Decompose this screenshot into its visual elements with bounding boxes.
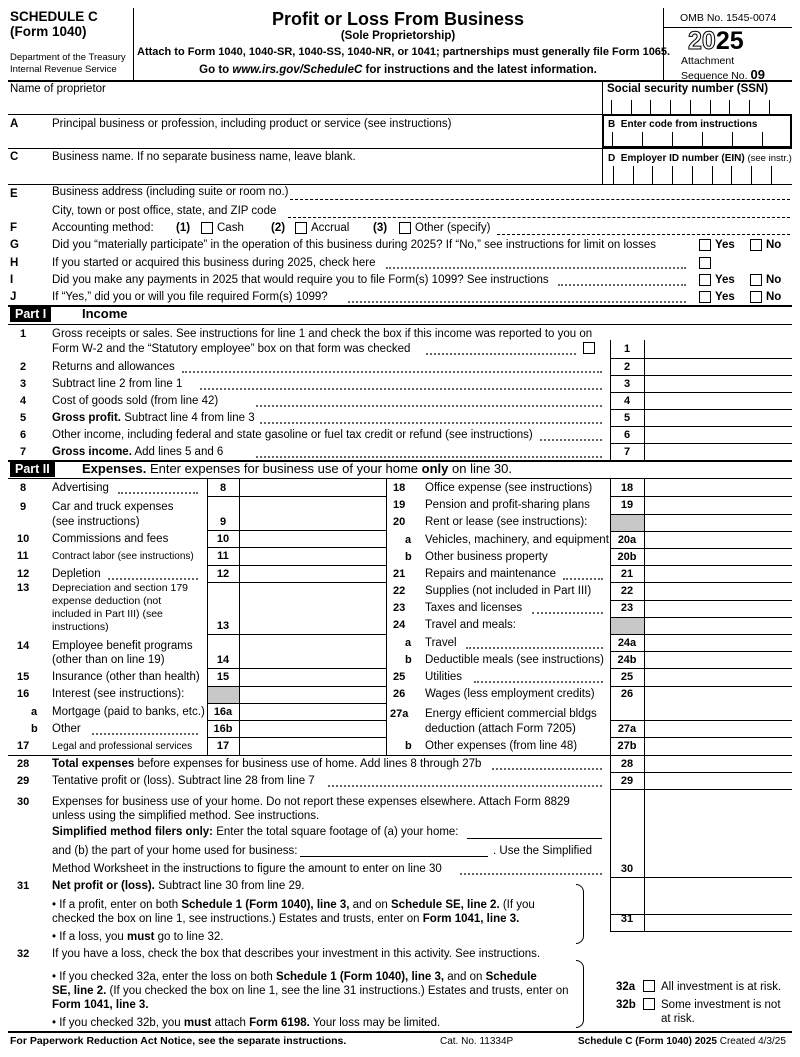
business-code-digit[interactable]: [732, 132, 762, 148]
ein-digit-box[interactable]: [613, 166, 633, 184]
line-17-label: Legal and professional services: [52, 741, 193, 752]
tax-year: 2025: [688, 27, 744, 55]
irs-link[interactable]: www.irs.gov/ScheduleC: [232, 64, 363, 76]
form-footer-id: Schedule C (Form 1040) 2025 Created 4/3/25: [578, 1036, 786, 1047]
material-participation-label: Did you “materially participate” in the operation of this business during 2025? If “No,” see instructions for limit on losses: [52, 239, 657, 251]
business-code-digit[interactable]: [762, 132, 792, 148]
line-20-label: Rent or lease (see instructions):: [425, 516, 588, 528]
ssn-digit-box[interactable]: [631, 100, 651, 114]
form-title: Profit or Loss From Business: [271, 9, 525, 29]
line-12-label: Depletion: [52, 568, 101, 580]
business-sqft-field[interactable]: [300, 856, 488, 857]
line-32-label: If you have a loss, check the box that describes your investment in this activity. See instructions.: [52, 948, 541, 960]
j-no-checkbox[interactable]: [750, 291, 762, 303]
omb-number: OMB No. 1545-0074: [680, 12, 777, 24]
agency: Internal Revenue Service: [10, 64, 117, 75]
accounting-method-label: Accounting method:: [52, 222, 154, 234]
part1-label: Part I: [10, 306, 51, 322]
department: Department of the Treasury: [10, 52, 126, 63]
paperwork-notice: For Paperwork Reduction Act Notice, see the separate instructions.: [10, 1035, 347, 1047]
sequence-label: Sequence No. 09: [681, 67, 765, 82]
business-code-label: B Enter code from instructions: [608, 119, 758, 130]
goto-instruction: Go to www.irs.gov/ScheduleC for instructions and the latest information.: [199, 64, 597, 76]
line-3-label: Subtract line 2 from line 1: [52, 378, 183, 390]
line-18-label: Office expense (see instructions): [425, 482, 593, 494]
ein-digit-box[interactable]: [652, 166, 672, 184]
line-16b-label: Other: [52, 723, 81, 735]
accrual-checkbox[interactable]: [295, 222, 307, 234]
business-code-digit[interactable]: [672, 132, 702, 148]
attachment-label: Attachment: [681, 55, 735, 67]
part2-title: Expenses. Enter expenses for business use of your home only on line 30.: [82, 461, 512, 476]
business-code-digit[interactable]: [702, 132, 732, 148]
line-21-label: Repairs and maintenance: [425, 568, 557, 580]
ssn-digit-box[interactable]: [749, 100, 769, 114]
line-27b-label: Other expenses (from line 48): [425, 740, 578, 752]
line-28-label: Total expenses before expenses for business use of home. Add lines 8 through 27b: [52, 758, 482, 770]
i-yes-checkbox[interactable]: [699, 274, 711, 286]
business-name-label: Business name. If no separate business name, leave blank.: [52, 151, 356, 163]
part2-label: Part II: [10, 461, 55, 477]
line-6-label: Other income, including federal and state gasoline or fuel tax credit or refund (see instructions): [52, 429, 533, 441]
line-15-label: Insurance (other than health): [52, 671, 200, 683]
line-27a-label: Energy efficient commercial bldgs: [425, 708, 597, 720]
ein-digit-box[interactable]: [633, 166, 653, 184]
line-5-label: Gross profit. Subtract line 4 from line 3: [52, 412, 255, 424]
line-24-label: Travel and meals:: [425, 619, 516, 631]
line-10-label: Commissions and fees: [52, 533, 169, 545]
ein-digit-box[interactable]: [771, 166, 791, 184]
line-32b-note: • If you checked 32b, you must attach Form 6198. Your loss may be limited.: [52, 1017, 441, 1029]
ein-digit-box[interactable]: [692, 166, 712, 184]
ssn-digit-box[interactable]: [690, 100, 710, 114]
ssn-digit-box[interactable]: [769, 100, 789, 114]
ein-digit-box[interactable]: [731, 166, 751, 184]
line-31-loss-note: • If a loss, you must go to line 32.: [52, 931, 224, 943]
ein-digit-box[interactable]: [672, 166, 692, 184]
line-31-label: Net profit or (loss). Subtract line 30 from line 29.: [52, 880, 305, 892]
proprietor-name-label: Name of proprietor: [10, 83, 106, 95]
business-code-digit[interactable]: [612, 132, 642, 148]
ein-digit-box[interactable]: [712, 166, 732, 184]
ein-label: D Employer ID number (EIN) (see instr.): [608, 153, 792, 164]
line-11-label: Contract labor (see instructions): [52, 551, 194, 562]
line-26-label: Wages (less employment credits): [425, 688, 595, 700]
some-not-at-risk-checkbox[interactable]: [643, 998, 655, 1010]
statutory-employee-checkbox[interactable]: [583, 342, 595, 354]
line-16a-label: Mortgage (paid to banks, etc.): [52, 706, 205, 718]
line-4-label: Cost of goods sold (from line 42): [52, 395, 219, 407]
all-at-risk-checkbox[interactable]: [643, 980, 655, 992]
line-23-label: Taxes and licenses: [425, 602, 523, 614]
line-29-label: Tentative profit or (loss). Subtract line 28 from line 7: [52, 775, 315, 787]
started-acquired-label: If you started or acquired this business during 2025, check here: [52, 257, 376, 269]
line-8-label: Advertising: [52, 482, 109, 494]
some-not-at-risk-label: Some investment is not: [661, 999, 781, 1011]
ssn-digit-box[interactable]: [729, 100, 749, 114]
line-1-label: Gross receipts or sales. See instructions for line 1 and check the box if this income was reported to you on: [52, 328, 593, 340]
other-method-checkbox[interactable]: [399, 222, 411, 234]
line-24b-label: Deductible meals (see instructions): [425, 654, 604, 666]
ssn-label: Social security number (SSN): [607, 83, 769, 95]
ssn-digit-box[interactable]: [650, 100, 670, 114]
line-25-label: Utilities: [425, 671, 463, 683]
line-13-label: Depreciation and section 179: [52, 582, 189, 594]
g-no-checkbox[interactable]: [750, 239, 762, 251]
line-32a-note: • If you checked 32a, enter the loss on both Schedule 1 (Form 1040), line 3, and on Schedule: [52, 971, 537, 983]
i-no-checkbox[interactable]: [750, 274, 762, 286]
line-20a-label: Vehicles, machinery, and equipment: [425, 534, 609, 546]
attach-instruction: Attach to Form 1040, 1040-SR, 1040-SS, 1040-NR, or 1041; partnerships must generally file Form 1065.: [137, 46, 671, 58]
schedule-title: SCHEDULE C: [10, 9, 98, 24]
catalog-number: Cat. No. 11334P: [440, 1036, 514, 1047]
line-30-label: Expenses for business use of your home. Do not report these expenses elsewhere. Attach Form 8829: [52, 796, 570, 808]
home-sqft-field[interactable]: [467, 838, 602, 839]
form-number: (Form 1040): [10, 24, 87, 39]
line-24a-label: Travel: [425, 637, 457, 649]
city-state-zip-label: City, town or post office, state, and ZIP code: [52, 205, 277, 217]
h-checkbox[interactable]: [699, 257, 711, 269]
part1-title: Income: [82, 306, 128, 321]
line-31-profit-note: • If a profit, enter on both Schedule 1 (Form 1040), line 3, and on Schedule SE, line 2. (If you: [52, 899, 535, 911]
ssn-digit-box[interactable]: [670, 100, 690, 114]
line-20b-label: Other business property: [425, 551, 548, 563]
filed-1099-label: If “Yes,” did you or will you file required Form(s) 1099?: [52, 291, 328, 303]
cash-checkbox[interactable]: [201, 222, 213, 234]
line-2-label: Returns and allowances: [52, 361, 175, 373]
ssn-digit-box[interactable]: [710, 100, 730, 114]
line-16-label: Interest (see instructions):: [52, 688, 185, 700]
all-at-risk-label: All investment is at risk.: [661, 981, 782, 993]
form-subtitle: (Sole Proprietorship): [340, 30, 456, 42]
line-9-label: Car and truck expenses: [52, 501, 174, 513]
ein-digit-box[interactable]: [751, 166, 771, 184]
business-code-digit[interactable]: [642, 132, 672, 148]
g-yes-checkbox[interactable]: [699, 239, 711, 251]
line-14-label: Employee benefit programs: [52, 640, 193, 652]
principal-business-label: Principal business or profession, including product or service (see instructions): [52, 118, 452, 130]
line-22-label: Supplies (not included in Part III): [425, 585, 592, 597]
j-yes-checkbox[interactable]: [699, 291, 711, 303]
line-7-label: Gross income. Add lines 5 and 6: [52, 446, 224, 458]
payments-1099-label: Did you make any payments in 2025 that would require you to file Form(s) 1099? See instructions: [52, 274, 549, 286]
other-method-field[interactable]: [497, 234, 790, 235]
ssn-digit-box[interactable]: [611, 100, 631, 114]
line-19-label: Pension and profit-sharing plans: [425, 499, 590, 511]
business-address-label: Business address (including suite or room no.): [52, 186, 289, 198]
line-1-number: 1: [20, 328, 27, 340]
